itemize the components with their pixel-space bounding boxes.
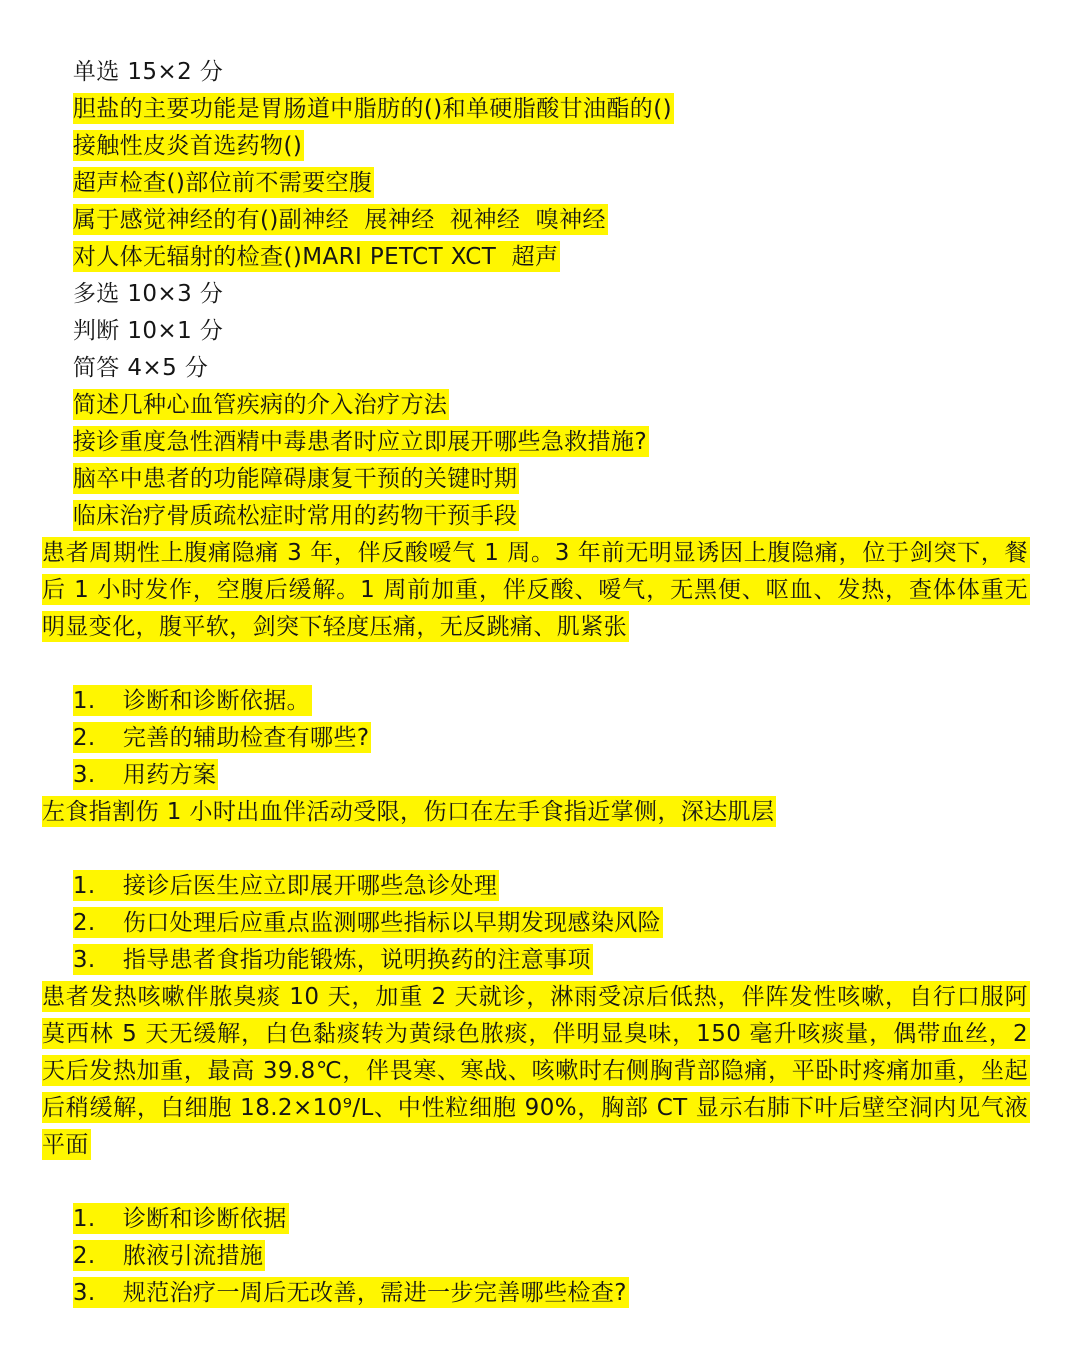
question-text: 简述几种心血管疾病的介入治疗方法 (73, 389, 449, 420)
case-description-text: 患者周期性上腹痛隐痛 3 年，伴反酸嗳气 1 周。3 年前无明显诱因上腹隐痛，位于剑突下，餐后 1 小时发作，空腹后缓解。1 周前加重，伴反酸、嗳气，无黑便、呕血、发热，查体体重无明显变化，腹平软，剑突下轻度压痛，无反跳痛、肌紧张 (42, 537, 1030, 642)
question-number: 3. (72, 762, 96, 788)
case-question-highlight (73, 722, 372, 753)
question-text: 用药方案 (122, 762, 217, 788)
case-question-highlight (73, 870, 499, 901)
case-question-highlight (73, 685, 312, 716)
case-description (42, 535, 1030, 646)
question-text: 脑卒中患者的功能障碍康复干预的关键时期 (73, 463, 520, 494)
question-text: 属于感觉神经的有()副神经 展神经 视神经 嗅神经 (73, 204, 608, 235)
question-number: 2. (72, 725, 96, 751)
case-question (42, 1164, 1030, 1232)
question-text: 超声检查()部位前不需要空腹 (73, 167, 375, 198)
question-text: 诊断和诊断依据。 (122, 688, 311, 714)
question-text: 脓液引流措施 (122, 1243, 264, 1269)
case-question-highlight (73, 944, 593, 975)
question-text: 伤口处理后应重点监测哪些指标以早期发现感染风险 (122, 910, 662, 936)
question-number: 1. (72, 873, 96, 899)
case-question-highlight (73, 759, 219, 790)
section-title: 多选 10×3 分 (72, 281, 224, 307)
question-text: 临床治疗骨质疏松症时常用的药物干预手段 (73, 500, 520, 531)
question-text: 胆盐的主要功能是胃肠道中脂肪的()和单硬脂酸甘油酯的() (73, 93, 674, 124)
question-text: 诊断和诊断依据 (122, 1206, 287, 1232)
question-number: 3. (72, 1280, 96, 1306)
case-question (42, 831, 1030, 899)
question-number: 2. (72, 910, 96, 936)
question-text: 规范治疗一周后无改善，需进一步完善哪些检查? (122, 1280, 627, 1306)
exam-document (42, 17, 1030, 1306)
question-number: 3. (72, 947, 96, 973)
case-description-text: 左食指割伤 1 小时出血伴活动受限，伤口在左手食指近掌侧，深达肌层 (42, 796, 776, 827)
case-question-highlight (73, 1240, 265, 1271)
question-text: 接诊重度急性酒精中毒患者时应立即展开哪些急救措施? (73, 426, 649, 457)
case-question-highlight (73, 1277, 629, 1308)
case-question-highlight (73, 907, 663, 938)
question-text: 指导患者食指功能锻炼，说明换药的注意事项 (122, 947, 591, 973)
question-number: 1. (72, 1206, 96, 1232)
question-text: 对人体无辐射的检查()MARI PETCT XCT 超声 (73, 241, 561, 272)
case-description-text: 患者发热咳嗽伴脓臭痰 10 天，加重 2 天就诊，淋雨受凉后低热，伴阵发性咳嗽，自行口服阿莫西林 5 天无缓解，白色黏痰转为黄绿色脓痰，伴明显臭味，150 毫升咳痰量，偶带血丝，2 天后发热加重，最高 39.8℃，伴畏寒、寒战、咳嗽时右侧胸背部隐痛，平卧时疼痛加重，坐起后稍缓解，白细胞 18.2×10⁹/L、中性粒细胞 90%，胸部 CT 显示右肺下叶后壁空洞内见气液平面 (42, 981, 1030, 1160)
case-question-highlight (73, 1203, 289, 1234)
section-title: 单选 15×2 分 (72, 59, 224, 85)
section-title: 简答 4×5 分 (72, 355, 209, 381)
case-question (42, 646, 1030, 714)
question-text: 完善的辅助检查有哪些? (122, 725, 370, 751)
case-description (42, 979, 1030, 1164)
section-title: 判断 10×1 分 (72, 318, 224, 344)
question-text: 接触性皮炎首选药物() (73, 130, 304, 161)
question-number: 1. (72, 688, 96, 714)
section-heading-single-choice (42, 17, 1030, 85)
question-number: 2. (72, 1243, 96, 1269)
question-text: 接诊后医生应立即展开哪些急诊处理 (122, 873, 498, 899)
case-description (42, 794, 1030, 831)
